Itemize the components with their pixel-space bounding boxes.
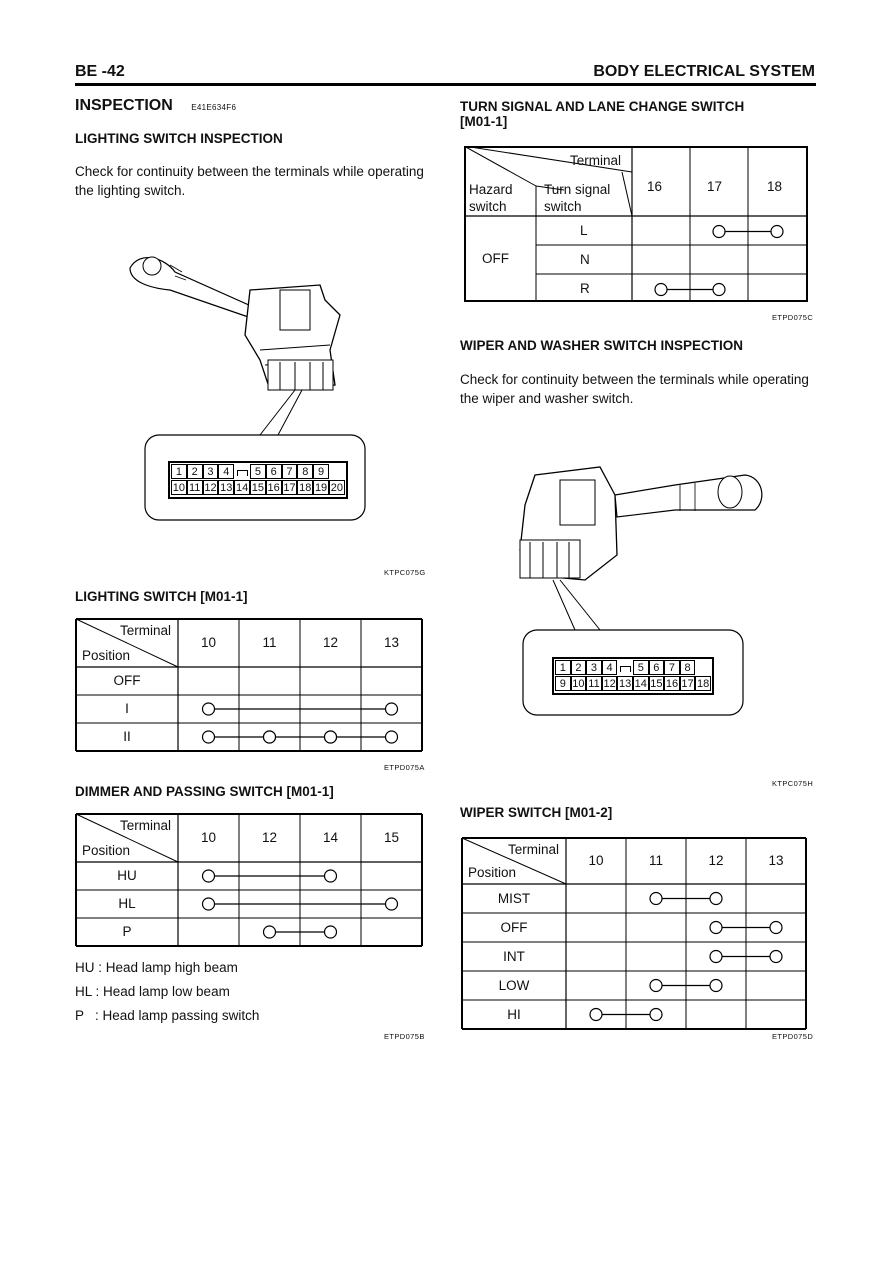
connector-pin: 7 (282, 464, 298, 479)
connector-pin: 5 (633, 660, 649, 675)
continuity-terminal-mark (203, 731, 215, 743)
inspection-heading (75, 97, 236, 115)
inspection-code: E41E634F6 (191, 103, 237, 112)
continuity-terminal-mark (710, 980, 722, 992)
row-label: OFF (113, 673, 141, 688)
continuity-terminal-mark (203, 898, 215, 910)
turn-table-ref: ETPD075C (772, 313, 814, 322)
corner-terminal-label: Terminal (508, 842, 560, 857)
corner-position-label: Position (82, 843, 131, 858)
connector-pin: 11 (187, 480, 203, 495)
continuity-terminal-mark (650, 893, 662, 905)
column-header: 12 (708, 853, 724, 868)
connector-pin: 14 (235, 482, 249, 494)
connector-pin: 15 (650, 678, 663, 690)
turn-signal-table (464, 146, 808, 302)
column-header: 10 (200, 830, 217, 845)
wiper-figure-ref: KTPC075H (772, 779, 814, 788)
turn-corner-turn (544, 181, 610, 215)
turn-col-16: 16 (647, 179, 663, 194)
column-header: 10 (200, 635, 217, 650)
inspection-title: INSPECTION (75, 97, 173, 114)
wiper-inspection-text: Check for continuity between the terminals while operating the wiper and washer switch. (460, 372, 809, 406)
connector-pin: 1 (171, 464, 187, 479)
wiper-connector (552, 657, 714, 695)
row-label: HL (118, 896, 136, 911)
connector-pin: 16 (665, 678, 679, 690)
connector-pin: 13 (619, 678, 632, 690)
column-header: 10 (588, 853, 604, 868)
connector-pin: 4 (602, 660, 618, 675)
header-rule (75, 83, 816, 86)
turn-hazard-value: OFF (482, 251, 509, 266)
continuity-terminal-mark (264, 731, 276, 743)
continuity-terminal-mark (770, 951, 782, 963)
turn-corner-turn-l2: switch (544, 199, 582, 214)
row-label: HI (507, 1006, 521, 1022)
lighting-switch-table (76, 619, 422, 751)
corner-terminal-label: Terminal (120, 818, 172, 833)
turn-table-title (460, 99, 744, 129)
dimmer-table-title: DIMMER AND PASSING SWITCH [M01-1] (75, 784, 334, 799)
continuity-terminal-mark (264, 926, 276, 938)
row-label: P (122, 924, 132, 939)
continuity-terminal-mark (203, 870, 215, 882)
continuity-terminal-mark (713, 226, 725, 238)
connector-pin: 16 (267, 482, 280, 494)
wiper-switch-table (462, 838, 806, 1029)
connector-pin: 10 (572, 678, 585, 690)
continuity-terminal-mark (386, 703, 398, 715)
lighting-inspection-title: LIGHTING SWITCH INSPECTION (75, 131, 283, 146)
row-label: II (123, 729, 131, 744)
row-label: LOW (498, 977, 530, 993)
continuity-terminal-mark (770, 922, 782, 934)
section-title: BODY ELECTRICAL SYSTEM (593, 63, 815, 80)
turn-row-l: L (580, 223, 588, 238)
column-header: 12 (261, 830, 278, 845)
continuity-terminal-mark (325, 731, 337, 743)
connector-pin: 4 (218, 464, 234, 479)
connector-pin: 6 (649, 660, 665, 675)
connector-pin: 17 (681, 678, 694, 690)
row-label: MIST (497, 890, 531, 906)
lighting-inspection-text: Check for continuity between the terminals while operating the lighting switch. (75, 164, 424, 198)
corner-terminal-label: Terminal (120, 623, 172, 638)
row-label: HU (117, 868, 137, 883)
column-header: 14 (322, 830, 339, 845)
connector-pin: 6 (266, 464, 282, 479)
dimmer-legend (75, 956, 259, 1028)
continuity-terminal-mark (710, 951, 722, 963)
turn-title-line2: [M01-1] (460, 114, 508, 129)
continuity-terminal-mark (713, 284, 725, 296)
turn-corner-hazard (469, 181, 513, 215)
connector-pin: 9 (313, 464, 329, 479)
turn-title-line1: TURN SIGNAL AND LANE CHANGE SWITCH (460, 99, 745, 114)
lighting-table-title: LIGHTING SWITCH [M01-1] (75, 589, 248, 604)
connector-pin: 8 (680, 660, 696, 675)
connector-pin: 11 (586, 676, 602, 691)
lighting-table-ref: ETPD075A (384, 763, 425, 772)
connector-pin: 20 (330, 482, 343, 494)
connector-pin: 14 (634, 678, 647, 690)
turn-col-17: 17 (707, 179, 723, 194)
connector-pin: 13 (220, 482, 233, 494)
connector-pin: 10 (172, 482, 186, 494)
turn-corner-hazard-l1: Hazard (469, 182, 513, 197)
column-header: 12 (322, 635, 339, 650)
row-label: I (125, 701, 129, 716)
wiper-table-title: WIPER SWITCH [M01-2] (460, 805, 613, 820)
corner-position-label: Position (82, 648, 131, 663)
connector-pin: 8 (297, 464, 313, 479)
lighting-figure-ref: KTPC075G (384, 568, 426, 577)
wiper-table-ref: ETPD075D (772, 1032, 814, 1041)
connector-pin: 2 (571, 660, 587, 675)
column-header: 13 (768, 853, 784, 868)
connector-pin: 2 (187, 464, 203, 479)
continuity-terminal-mark (590, 1009, 602, 1021)
connector-pin: 12 (204, 482, 217, 494)
turn-row-r: R (580, 281, 590, 296)
connector-key (617, 660, 633, 675)
continuity-terminal-mark (655, 284, 667, 296)
continuity-terminal-mark (771, 226, 783, 238)
connector-pin: 12 (603, 678, 616, 690)
legend-hl: HL : Head lamp low beam (75, 984, 230, 999)
turn-corner-terminal: Terminal (570, 153, 622, 168)
connector-pin: 9 (555, 676, 571, 691)
dimmer-switch-table (76, 814, 422, 946)
turn-row-n: N (580, 252, 590, 267)
continuity-terminal-mark (650, 1009, 662, 1021)
connector-pin: 3 (586, 660, 602, 675)
row-label: INT (503, 948, 525, 964)
connector-key (234, 464, 250, 479)
connector-pin: 19 (314, 482, 328, 494)
continuity-terminal-mark (325, 870, 337, 882)
continuity-terminal-mark (386, 731, 398, 743)
legend-hu: HU : Head lamp high beam (75, 960, 238, 975)
connector-pin: 1 (555, 660, 571, 675)
connector-pin: 17 (283, 482, 296, 494)
connector-pin: 18 (299, 482, 312, 494)
connector-pin: 7 (664, 660, 680, 675)
continuity-terminal-mark (710, 922, 722, 934)
connector-pin: 15 (251, 482, 264, 494)
column-header: 11 (262, 635, 277, 650)
row-label: OFF (500, 919, 528, 935)
legend-p: P : Head lamp passing switch (75, 1008, 260, 1023)
continuity-terminal-mark (203, 703, 215, 715)
continuity-terminal-mark (325, 926, 337, 938)
continuity-terminal-mark (386, 898, 398, 910)
continuity-terminal-mark (650, 980, 662, 992)
connector-pin: 5 (250, 464, 266, 479)
dimmer-table-ref: ETPD075B (384, 1032, 425, 1041)
corner-diagonal (622, 172, 632, 216)
column-header: 11 (648, 853, 663, 868)
page-number: BE -42 (75, 63, 125, 80)
column-header: 13 (383, 635, 400, 650)
continuity-terminal-mark (710, 893, 722, 905)
turn-corner-hazard-l2: switch (469, 199, 507, 214)
turn-col-18: 18 (767, 179, 783, 194)
column-header: 15 (383, 830, 400, 845)
corner-position-label: Position (468, 865, 517, 880)
connector-pin: 18 (697, 678, 710, 690)
lighting-connector (168, 461, 348, 499)
wiper-inspection-title: WIPER AND WASHER SWITCH INSPECTION (460, 338, 744, 353)
connector-pin: 3 (203, 464, 219, 479)
turn-corner-turn-l1: Turn signal (544, 182, 611, 197)
